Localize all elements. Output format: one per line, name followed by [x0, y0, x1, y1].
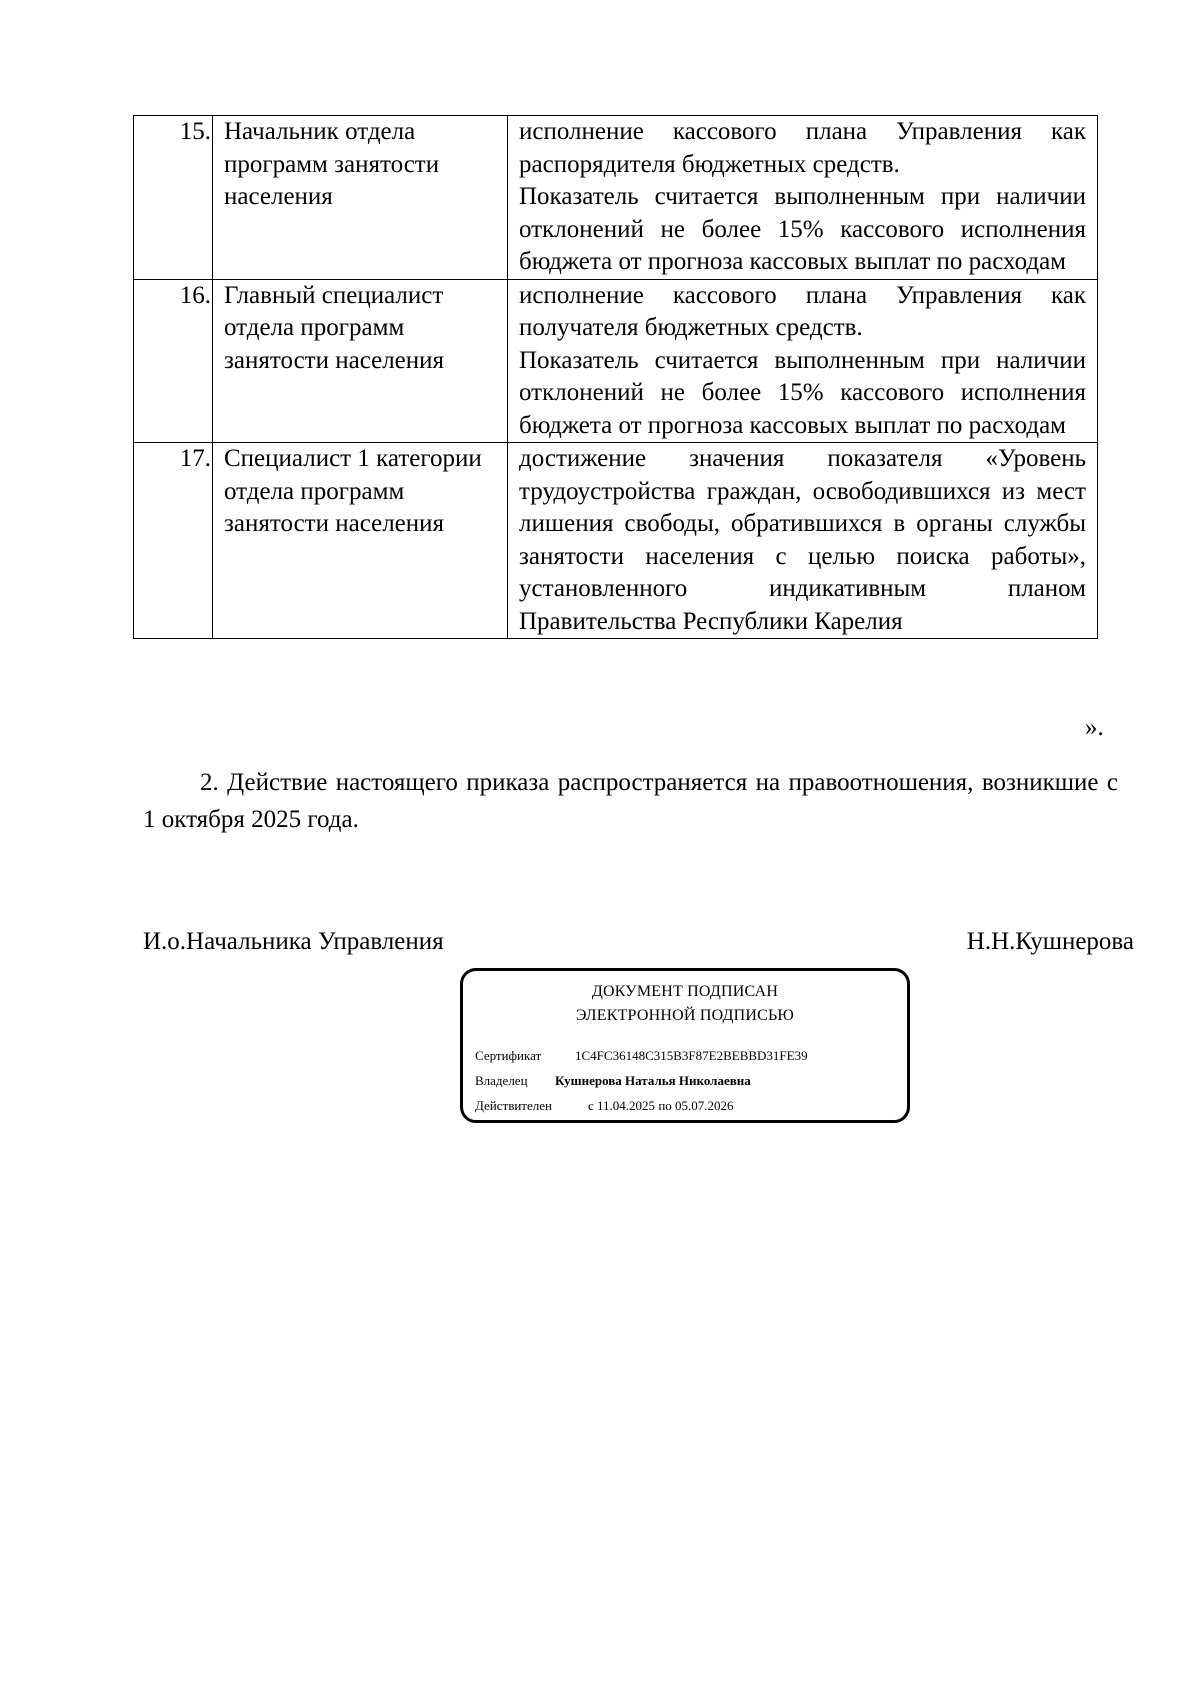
indicator-text: исполнение кассового плана Управления как распорядителя бюджетных средств.: [519, 118, 1086, 178]
row-number: 15.: [179, 118, 211, 145]
owner-row: [475, 1072, 751, 1090]
row-number-cell: [134, 279, 213, 443]
indicator-cell: [508, 443, 1098, 639]
signatory-title: И.о.Начальника Управления: [143, 928, 444, 955]
stamp-heading-line-1: ДОКУМЕНТ ПОДПИСАН: [591, 983, 779, 1000]
electronic-signature-stamp: [460, 968, 910, 1123]
stamp-heading-line-2: ЭЛЕКТРОННОЙ ПОДПИСЬЮ: [575, 1007, 795, 1024]
signatory-name: Н.Н.Кушнерова: [966, 928, 1134, 955]
certificate-value: 1C4FC36148C315B3F87E2BEBBD31FE39: [575, 1048, 808, 1063]
position-cell: Начальник отдела программ занятости населения: [213, 116, 508, 280]
row-number: 17.: [179, 445, 211, 472]
valid-to-date: 05.07.2026: [675, 1098, 734, 1113]
indicators-table: [133, 115, 1098, 639]
row-number: 16.: [179, 281, 211, 309]
validity-label: Действителен: [475, 1098, 552, 1113]
indicator-text: достижение значения показателя «Уровень трудоустройства граждан, освободившихся из мест лишения свободы, обратившихся в органы службы занятости населения с целью поиска работы», установленного индикативным планом Правительства Республики Карелия: [519, 445, 1086, 635]
indicator-text: исполнение кассового плана Управления как получателя бюджетных средств.: [519, 281, 1086, 341]
valid-to-prefix: по: [658, 1098, 672, 1113]
table-row: [134, 443, 1098, 639]
validity-row: [475, 1097, 734, 1115]
row-number-cell: [134, 116, 213, 280]
table-row: [134, 279, 1098, 443]
owner-label: Владелец: [475, 1073, 528, 1088]
table-row: [134, 116, 1098, 280]
row-number-cell: [134, 443, 213, 639]
stamp-heading: [463, 980, 907, 1028]
valid-from-date: 11.04.2025: [597, 1098, 656, 1113]
clause-2-paragraph: 2. Действие настоящего приказа распространяется на правоотношения, возникшие с 1 октября 2025 года.: [143, 769, 1118, 833]
position-cell: Специалист 1 категории отдела программ занятости населения: [213, 443, 508, 639]
valid-from-prefix: с: [588, 1098, 594, 1113]
indicator-condition-text: Показатель считается выполненным при наличии отклонений не более 15% кассового исполнения бюджета от прогноза кассовых выплат по расходам: [519, 183, 1086, 275]
indicator-cell: [508, 116, 1098, 280]
owner-value: Кушнерова Наталья Николаевна: [555, 1073, 751, 1088]
certificate-label: Сертификат: [475, 1048, 542, 1063]
indicator-condition-text: Показатель считается выполненным при наличии отклонений не более 15% кассового исполнения бюджета от прогноза кассовых выплат по расходам: [519, 346, 1086, 439]
position-cell: Главный специалист отдела программ занятости населения: [213, 279, 508, 443]
indicator-cell: [508, 279, 1098, 443]
certificate-row: [475, 1047, 808, 1065]
closing-quote: ».: [1085, 714, 1104, 741]
